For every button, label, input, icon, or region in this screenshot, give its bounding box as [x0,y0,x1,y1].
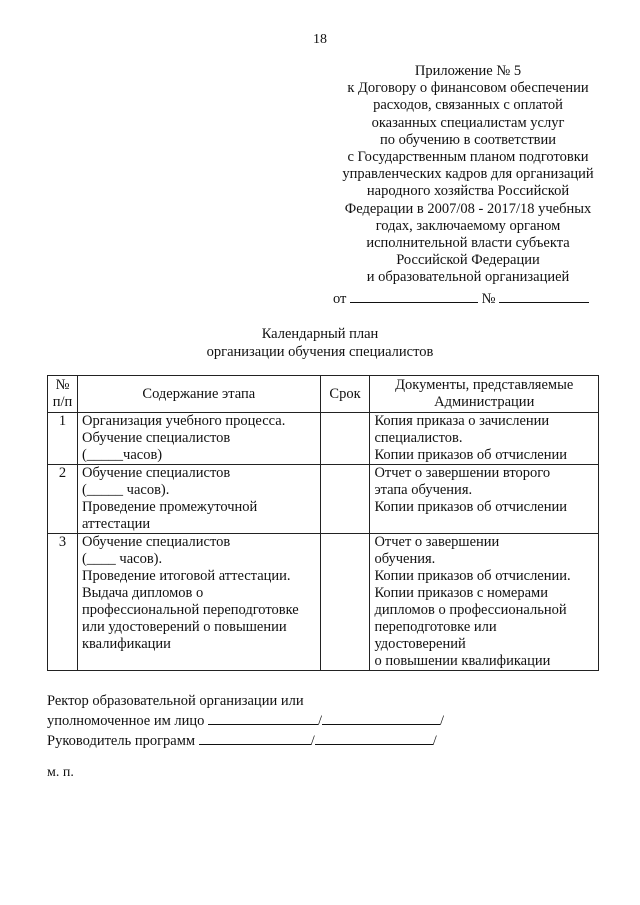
row-content: Обучение специалистов (_____ часов). Проведение промежуточной аттестации [77,465,320,534]
header-num: № п/п [48,376,78,413]
number-blank [499,289,589,303]
appendix-header [318,63,618,287]
appendix-line: по обучению в соответствии [379,131,557,148]
number-label: № [481,291,496,307]
row-num: 2 [48,465,78,534]
row-term [320,534,370,671]
signature-block [47,692,444,751]
page-number: 18 [313,32,327,47]
date-blank [350,289,478,303]
table-row [48,465,599,534]
row-documents: Отчет о завершении второго этапа обучения. Копии приказов об отчислении [370,465,599,534]
seal-placeholder: м. п. [47,765,74,780]
row-content: Организация учебного процесса. Обучение специалистов (_____часов) [77,413,320,465]
appendix-line: Федерации в 2007/08 - 2017/18 учебных [344,200,592,217]
plan-title-line2: организации обучения специалистов [206,343,434,360]
appendix-line: народного хозяйства Российской [366,183,570,200]
rector-label: уполномоченное им лицо [47,713,205,729]
contract-date-number-line [333,289,589,308]
row-documents: Копия приказа о зачислении специалистов. Копии приказов об отчислении [370,413,599,465]
rector-name-blank [322,711,440,725]
table-header-row [48,376,599,413]
appendix-line: Российской Федерации [396,252,540,269]
appendix-line: исполнительной власти субъекта [366,235,570,252]
row-term [320,465,370,534]
plan-title [0,326,640,361]
row-num: 3 [48,534,78,671]
appendix-line: расходов, связанных с оплатой [373,97,563,114]
program-head-label: Руководитель программ [47,733,196,749]
appendix-line: и образовательной организацией [366,269,570,286]
row-documents: Отчет о завершении обучения. Копии приказов об отчислении. Копии приказов с номерами дипломов о профессиональной переподготовке или удостоверений о повышении квалификации [370,534,599,671]
appendix-line: годах, заключаемому органом [375,217,561,234]
program-head-signature-row: Руководитель программ / / [47,733,437,749]
appendix-line: к Договору о финансовом обеспечении [347,80,589,97]
appendix-line: Приложение № 5 [414,63,522,79]
rector-signature-blank [208,711,318,725]
header-term: Срок [320,376,370,413]
rector-line1: Ректор образовательной организации или [47,693,304,709]
appendix-line: оказанных специалистам услуг [371,114,565,131]
row-content: Обучение специалистов (____ часов). Проведение итоговой аттестации. Выдача дипломов о профессиональной переподготовке или удостоверений о повышении квалификации [77,534,320,671]
from-label: от [333,291,347,307]
row-term [320,413,370,465]
program-head-signature-blank [199,731,311,745]
appendix-line: с Государственным планом подготовки [347,149,589,166]
table-row [48,413,599,465]
table-row [48,534,599,671]
rector-signature-row: уполномоченное им лицо / / [47,713,445,729]
plan-title-line1: Календарный план [261,326,379,342]
appendix-line: управленческих кадров для организаций [342,166,594,183]
row-num: 1 [48,413,78,465]
header-content: Содержание этапа [77,376,320,413]
schedule-table [47,375,599,671]
program-head-name-blank [315,731,433,745]
header-documents: Документы, представляемые Администрации [370,376,599,413]
